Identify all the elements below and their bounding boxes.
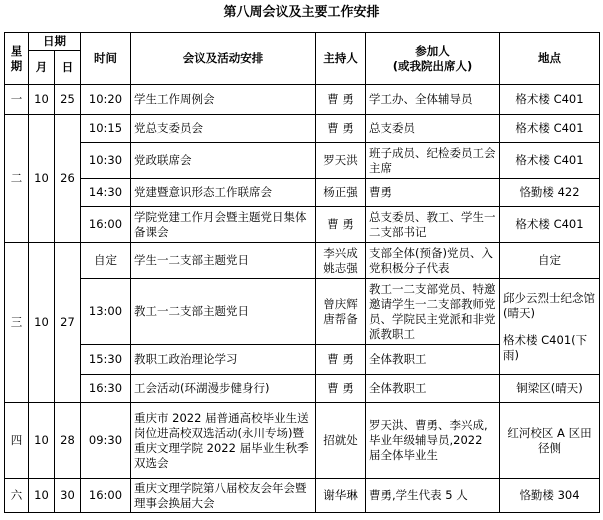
table-row [5,207,600,243]
page-title: 第八周会议及主要工作安排 [223,5,380,20]
participants-cell: 学工办、全体辅导员 [366,85,500,115]
activity-cell: 教工一二支部主题党日 [131,279,316,345]
host-cell: 罗天洪 [316,143,366,179]
table-row [5,179,600,207]
table-row [5,143,600,179]
participants-cell: 班子成员、纪检委员工会主席 [366,143,500,179]
location-cell: 恪勤楼 422 [500,179,600,207]
table-row [5,115,600,143]
header-activity: 会议及活动安排 [131,33,316,85]
participants-cell: 总支委员 [366,115,500,143]
host-cell: 谢华琳 [316,479,366,513]
activity-cell: 学生一二支部主题党日 [131,243,316,279]
month-cell: 10 [29,403,55,479]
header-day: 日 [55,51,81,85]
location-cell: 格术楼 C401 [500,115,600,143]
schedule-table [4,32,600,513]
time-cell: 13:00 [81,279,131,345]
week-cell: 二 [5,115,29,243]
table-row [5,403,600,479]
participants-cell: 全体教职工 [366,375,500,403]
time-cell: 14:30 [81,179,131,207]
time-cell: 10:30 [81,143,131,179]
host-cell: 曹 勇 [316,375,366,403]
location-rainy: 格术楼 C401(下雨) [503,332,588,362]
participants-cell: 全体教职工 [366,345,500,375]
location-cell: 格术楼 C401 [500,143,600,179]
activity-cell: 学院党建工作月会暨主题党日集体备课会 [131,207,316,243]
header-month: 月 [29,51,55,85]
week-cell: 四 [5,403,29,479]
day-cell: 28 [55,403,81,479]
month-cell: 10 [29,115,55,243]
week-cell: 一 [5,85,29,115]
header-participants-line1: 参加人 [415,43,450,58]
time-cell: 16:30 [81,375,131,403]
participants-cell: 曹勇 [366,179,500,207]
activity-cell: 党政联席会 [131,143,316,179]
activity-cell: 教职工政治理论学习 [131,345,316,375]
participants-cell: 曹勇,学生代表 5 人 [366,479,500,513]
participants-cell: 总支委员、教工、学生一二支部书记 [366,207,500,243]
header-week-line1: 星 [10,43,23,58]
participants-cell: 罗天洪、曹勇、李兴成,毕业年级辅导员,2022 届全体毕业生 [366,403,500,479]
time-cell: 10:15 [81,115,131,143]
location-cell: 恪勤楼 304 [500,479,600,513]
month-cell: 10 [29,243,55,403]
location-cell: 铜梁区(晴天) [500,375,600,403]
table-row [5,243,600,279]
header-time: 时间 [81,33,131,85]
header-participants [366,33,500,85]
host-cell: 曾庆辉 唐帮备 [316,279,366,345]
location-gap [503,321,596,333]
month-cell: 10 [29,85,55,115]
host-cell: 曹 勇 [316,345,366,375]
activity-cell: 重庆市 2022 届普通高校毕业生送岗位进高校双选活动(永川专场)暨重庆文理学院 2022 届毕业生秋季双选会 [131,403,316,479]
activity-cell: 党建暨意识形态工作联席会 [131,179,316,207]
time-cell: 自定 [81,243,131,279]
header-week [5,33,29,85]
table-row [5,479,600,513]
header-date-group: 日期 [29,33,81,51]
time-cell: 10:20 [81,85,131,115]
location-cell: 格术楼 C401 [500,207,600,243]
time-cell: 09:30 [81,403,131,479]
location-cell: 格术楼 C401 [500,85,600,115]
host-cell: 曹 勇 [316,85,366,115]
activity-cell: 学生工作周例会 [131,85,316,115]
host-cell: 曹 勇 [316,207,366,243]
host-cell: 李兴成 姚志强 [316,243,366,279]
host-cell: 曹 勇 [316,115,366,143]
time-cell: 15:30 [81,345,131,375]
activity-cell: 重庆文理学院第八届校友会年会暨理事会换届大会 [131,479,316,513]
week-cell: 六 [5,479,29,513]
participants-cell: 教工一二支部党员、特邀邀请学生一二支部教师党员、学院民主党派和非党派教职工 [366,279,500,345]
time-cell: 16:00 [81,207,131,243]
header-row-1 [5,33,600,51]
header-week-line2: 期 [10,58,23,73]
day-cell: 27 [55,243,81,403]
week-cell: 三 [5,243,29,403]
activity-cell: 党总支委员会 [131,115,316,143]
location-cell [500,279,600,375]
header-location: 地点 [500,33,600,85]
location-sunny: 邱少云烈士纪念馆(晴天) [503,290,595,320]
day-cell: 30 [55,479,81,513]
host-cell: 杨正强 [316,179,366,207]
time-cell: 16:00 [81,479,131,513]
participants-cell: 支部全体(预备)党员、入党积极分子代表 [366,243,500,279]
location-cell: 自定 [500,243,600,279]
table-row [5,279,600,345]
month-cell: 10 [29,479,55,513]
day-cell: 25 [55,85,81,115]
host-cell: 招就处 [316,403,366,479]
header-participants-line2: (或我院出席人) [392,58,473,73]
activity-cell: 工会活动(环湖漫步健身行) [131,375,316,403]
location-cell: 红河校区 A 区田径侧 [500,403,600,479]
header-host: 主持人 [316,33,366,85]
table-row [5,85,600,115]
table-row [5,375,600,403]
day-cell: 26 [55,115,81,243]
